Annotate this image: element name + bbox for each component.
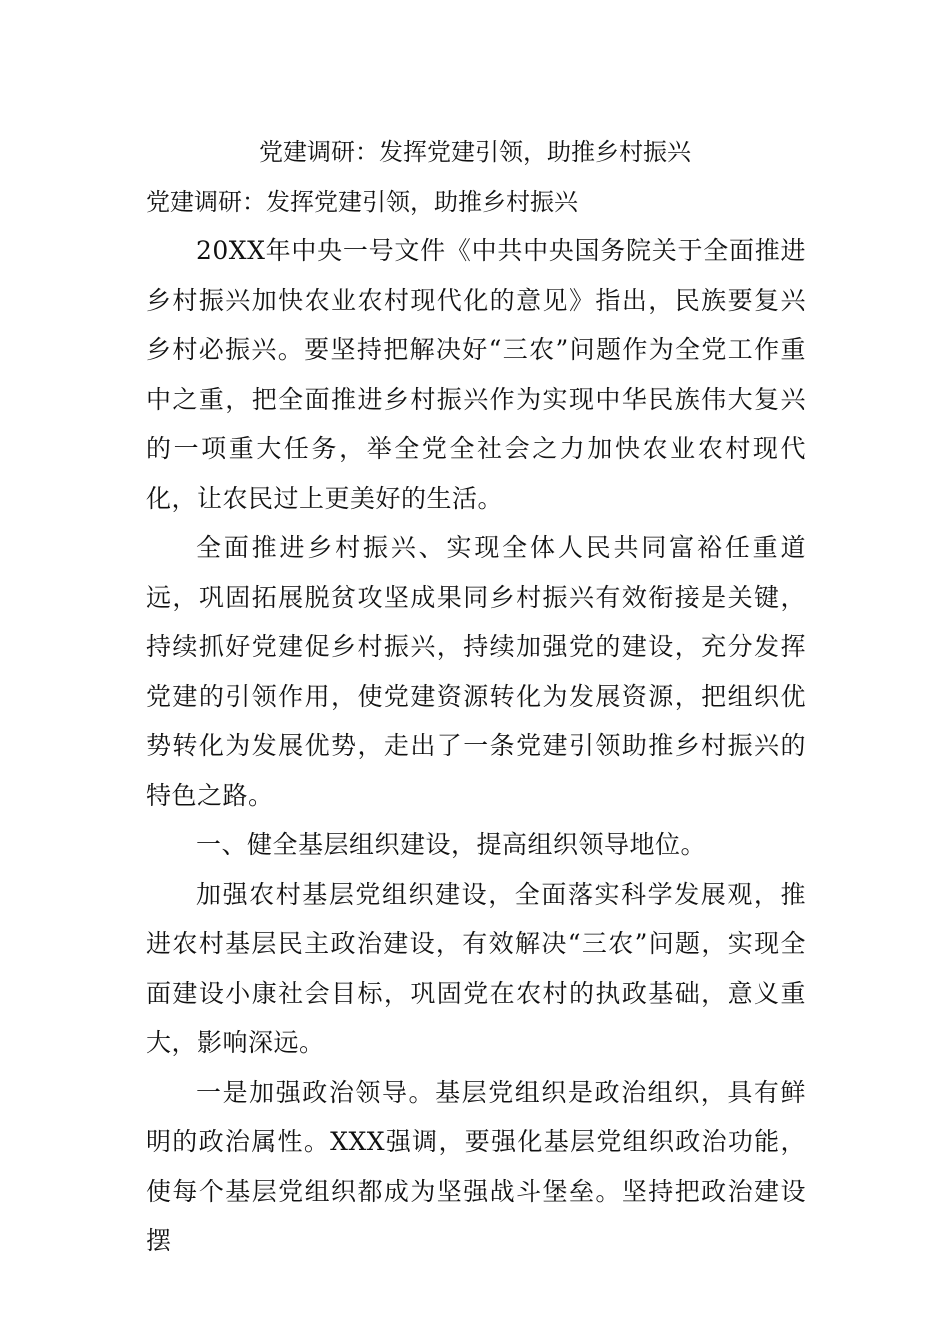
paragraph-intro: 20XX年中央一号文件《中共中央国务院关于全面推进乡村振兴加快农业农村现代化的意见》指出，民族要复兴乡村必振兴。要坚持把解决好“三农”问题作为全党工作重中之重，把全面推进乡村振兴作为实现中华民族伟大复兴的一项重大任务，举全党全社会之力加快农业农村现代化，让农民过上更美好的生活。 [146,236,806,513]
paragraph-rural-revitalization: 全面推进乡村振兴、实现全体人民共同富裕任重道远，巩固拓展脱贫攻坚成果同乡村振兴有效衔接是关键，持续抓好党建促乡村振兴，持续加强党的建设，充分发挥党建的引领作用，使党建资源转化为发展资源，把组织优势转化为发展优势，走出了一条党建引领助推乡村振兴的特色之路。 [146,533,806,810]
document-subtitle: 党建调研：发挥党建引领，助推乡村振兴 [146,188,578,216]
section-heading-1: 一、健全基层组织建设，提高组织领导地位。 [196,830,707,859]
document-body [146,226,806,1266]
paragraph-grassroots: 加强农村基层党组织建设，全面落实科学发展观，推进农村基层民主政治建设，有效解决“三农”问题，实现全面建设小康社会目标，巩固党在农村的执政基础，意义重大，影响深远。 [146,879,806,1057]
document-title: 党建调研：发挥党建引领，助推乡村振兴 [259,138,691,166]
paragraph-political-leadership: 一是加强政治领导。基层党组织是政治组织，具有鲜明的政治属性。XXX强调，要强化基层党组织政治功能，使每个基层党组织都成为坚强战斗堡垒。坚持把政治建设摆 [146,1077,806,1255]
